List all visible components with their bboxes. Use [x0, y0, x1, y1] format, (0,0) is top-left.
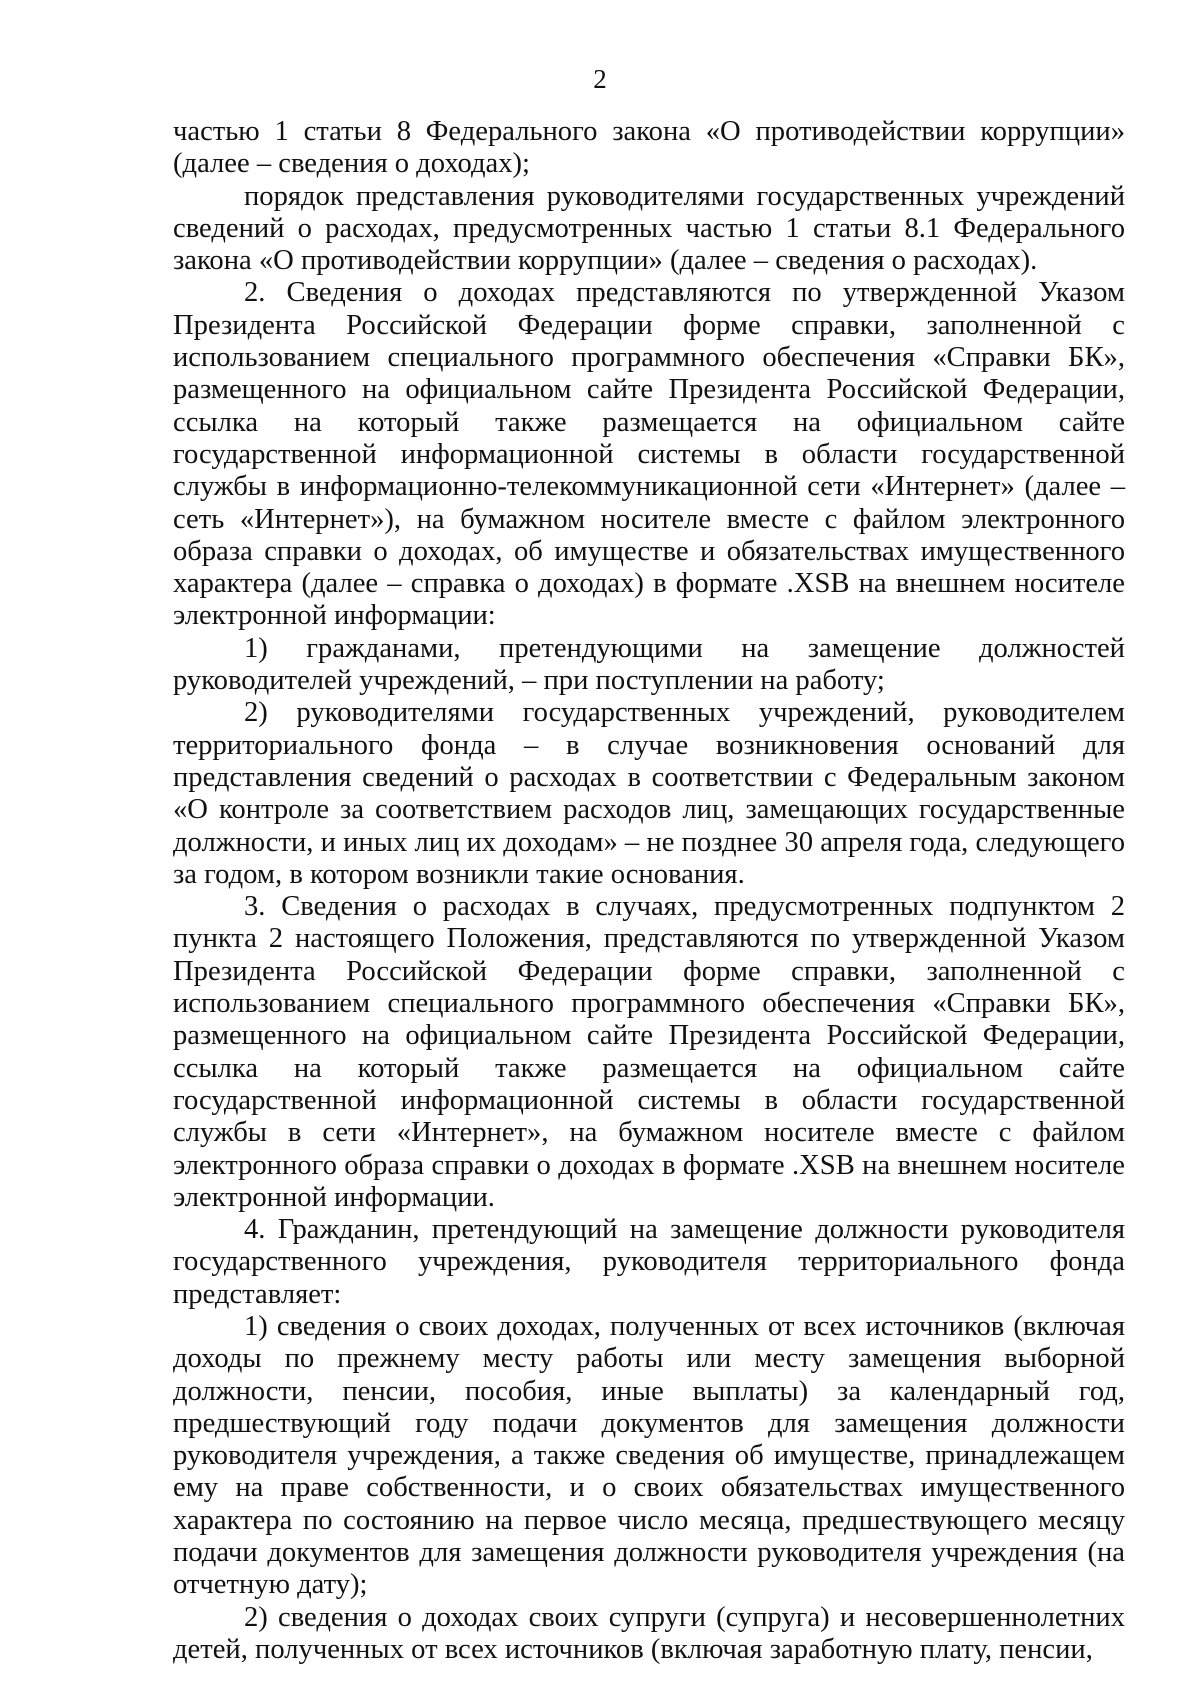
paragraph-7: 4. Гражданин, претендующий на замещение должности руководителя государственного учреждения, руководителя территориального фонда представляет:: [173, 1214, 1125, 1310]
paragraph-4: 1) гражданами, претендующими на замещение должностей руководителей учреждений, – при поступлении на работу;: [173, 632, 1125, 697]
document-body: [173, 116, 1125, 1666]
paragraph-9: 2) сведения о доходах своих супруги (супруга) и несовершеннолетних детей, полученных от всех источников (включая заработную плату, пенсии,: [173, 1601, 1125, 1665]
page-number: 2: [593, 64, 607, 94]
paragraph-8: 1) сведения о своих доходах, полученных от всех источников (включая доходы по прежнему месту работы или месту замещения выборной должности, пенсии, пособия, иные выплаты) за календарный год, предшествующий году подачи документов для замещения должности руководителя учреждения, а также сведения об имуществе, принадлежащем ему на праве собственности, и о своих обязательствах имущественного характера по состоянию на первое число месяца, предшествующего месяцу подачи документов для замещения должности руководителя учреждения (на отчетную дату);: [173, 1310, 1125, 1601]
paragraph-5: 2) руководителями государственных учреждений, руководителем территориального фонда – в случае возникновения оснований для представления сведений о расходах в соответствии с Федеральным законом «О контроле за соответствием расходов лиц, замещающих государственные должности, и иных лиц их доходам» – не позднее 30 апреля года, следующего за годом, в котором возникли такие основания.: [173, 697, 1125, 890]
paragraph-1: частью 1 статьи 8 Федерального закона «О противодействии коррупции» (далее – сведения о доходах);: [173, 116, 1125, 180]
paragraph-3: 2. Сведения о доходах представляются по утвержденной Указом Президента Российской Федерации форме справки, заполненной с использованием специального программного обеспечения «Справки БК», размещенного на официальном сайте Президента Российской Федерации, ссылка на который также размещается на официальном сайте государственной информационной системы в области государственной службы в информационно-телекоммуникационной сети «Интернет» (далее – сеть «Интернет»), на бумажном носителе вместе с файлом электронного образа справки о доходах, об имуществе и обязательствах имущественного характера (далее – справка о доходах) в формате .XSB на внешнем носителе электронной информации:: [173, 277, 1125, 632]
paragraph-2: порядок представления руководителями государственных учреждений сведений о расходах, предусмотренных частью 1 статьи 8.1 Федерального закона «О противодействии коррупции» (далее – сведения о расходах).: [173, 180, 1125, 277]
paragraph-6: 3. Сведения о расходах в случаях, предусмотренных подпунктом 2 пункта 2 настоящего Положения, представляются по утвержденной Указом Президента Российской Федерации форме справки, заполненной с использованием специального программного обеспечения «Справки БК», размещенного на официальном сайте Президента Российской Федерации, ссылка на который также размещается на официальном сайте государственной информационной системы в области государственной службы в сети «Интернет», на бумажном носителе вместе с файлом электронного образа справки о доходах в формате .XSB на внешнем носителе электронной информации.: [173, 891, 1125, 1213]
